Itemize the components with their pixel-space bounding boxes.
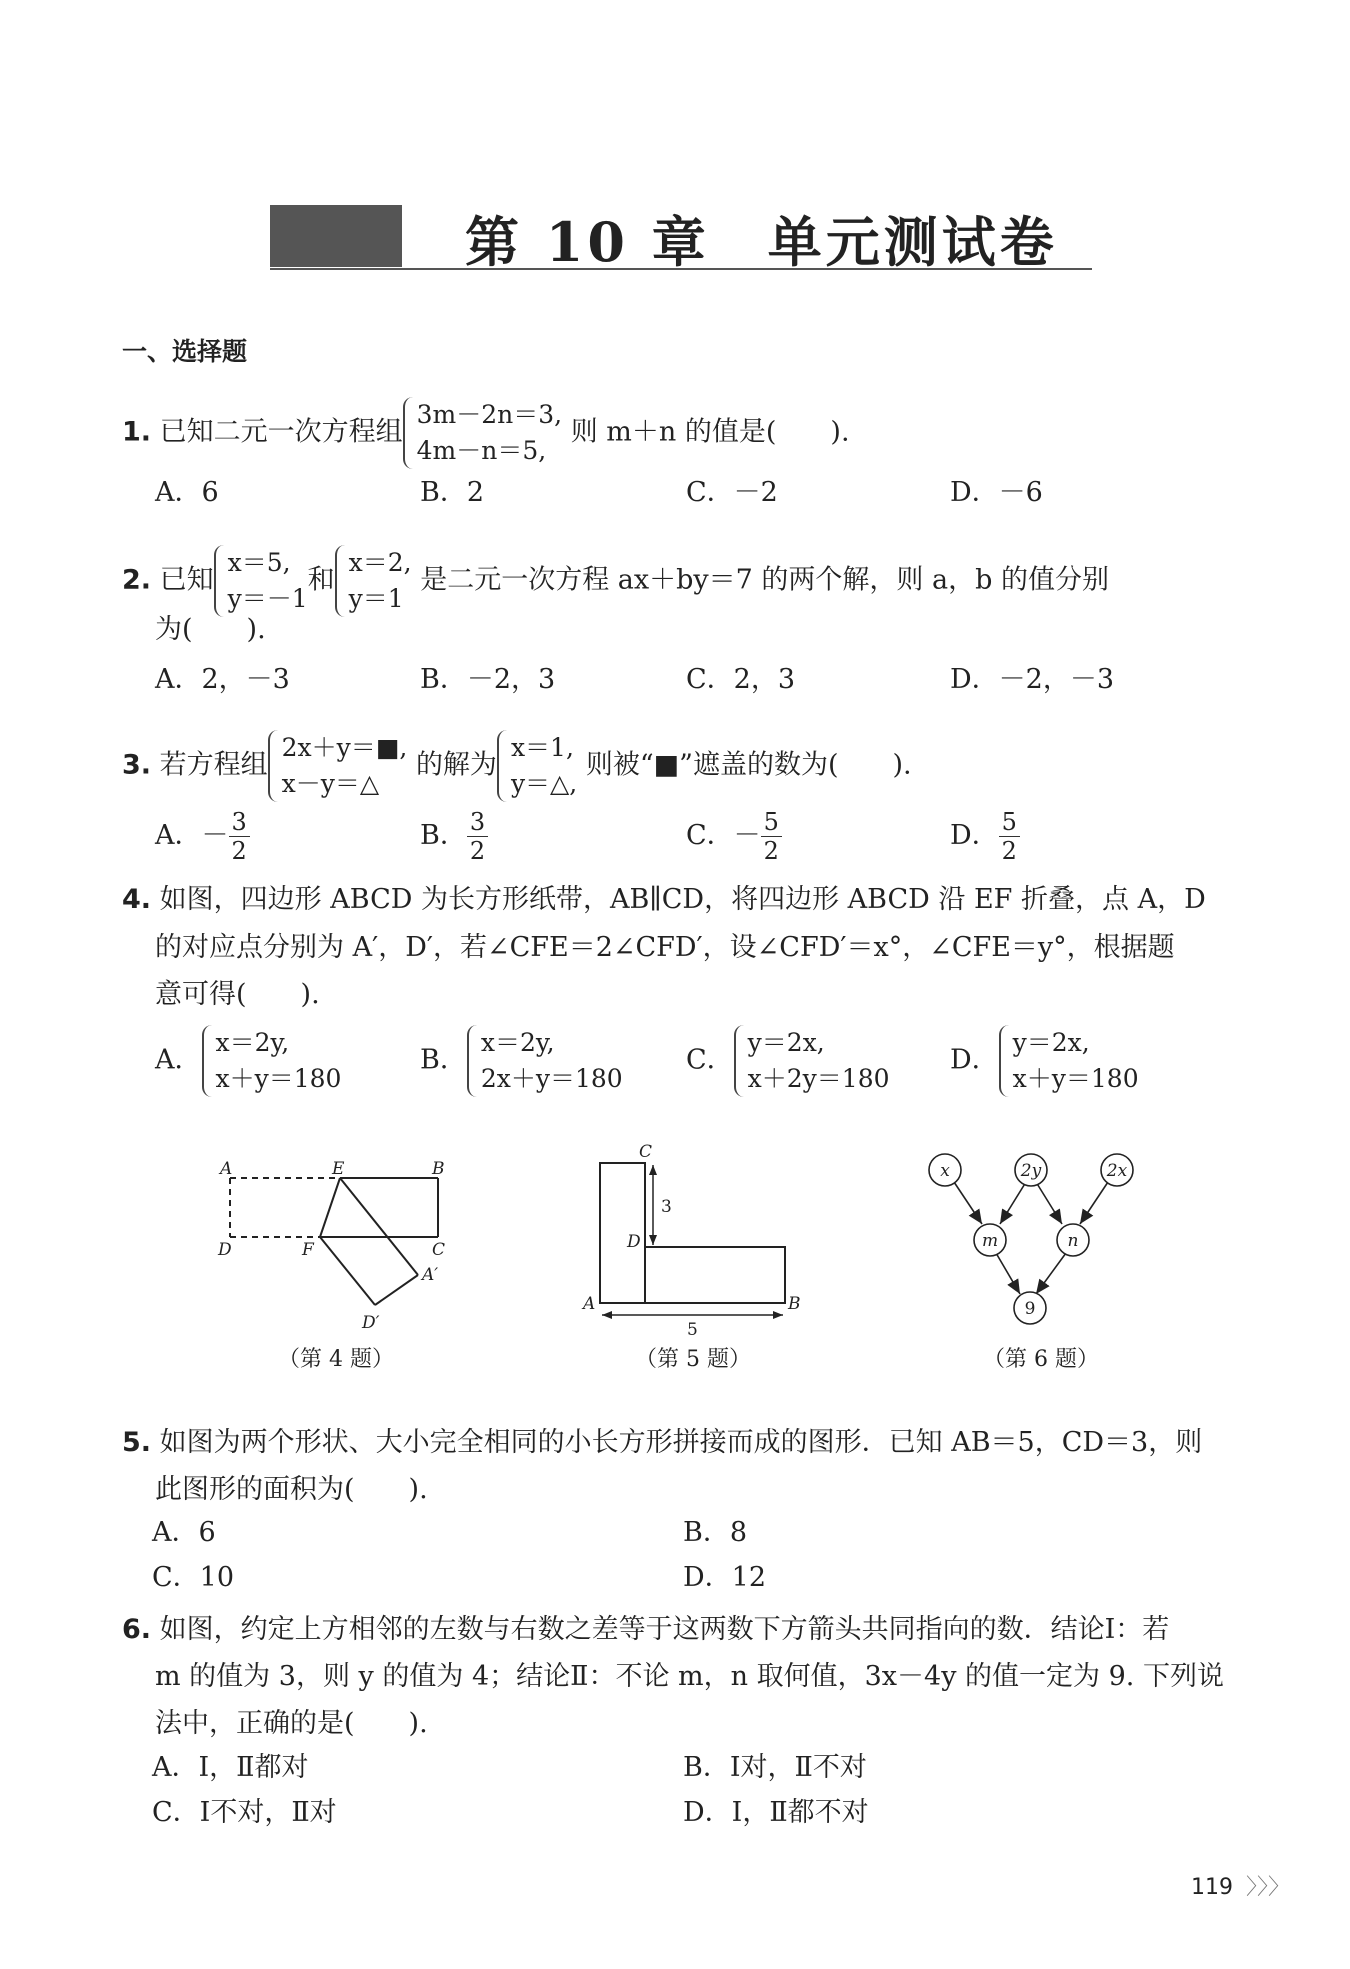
arrow-down <box>649 1235 657 1245</box>
option-label: C． <box>686 1044 734 1076</box>
option-d[interactable] <box>950 1025 1139 1097</box>
horizontal-rectangle <box>645 1247 785 1303</box>
option-a[interactable]: A．6 <box>152 1517 216 1548</box>
label-b: B <box>788 1294 801 1314</box>
arrow-2x-to-n <box>1080 1182 1108 1224</box>
equation-system <box>268 730 408 802</box>
option-sign: － <box>201 820 229 851</box>
label-a-prime: A′ <box>422 1265 439 1285</box>
option-label: A． <box>155 820 202 851</box>
figure-6-caption: （第 6 题） <box>983 1347 1099 1372</box>
figure-5-caption: （第 5 题） <box>635 1347 751 1372</box>
figure-4 <box>210 1150 480 1335</box>
label-c: C <box>639 1142 653 1162</box>
option-label: B． <box>420 820 467 851</box>
title-decoration-band <box>270 205 402 267</box>
question-text: 则 m＋n 的值是( ). <box>570 416 850 448</box>
question-4 <box>122 880 1206 920</box>
edge-fd1 <box>320 1237 375 1305</box>
equation-system <box>734 1025 890 1097</box>
edge-a1d1 <box>375 1275 418 1305</box>
equation: x＝2, <box>348 548 412 577</box>
question-number: 3. <box>122 749 152 781</box>
option-label: D． <box>950 1044 999 1076</box>
figure-5 <box>575 1135 810 1335</box>
question-text: 法中，正确的是( ). <box>155 1708 428 1739</box>
equation: x－y＝△ <box>281 769 380 798</box>
question-2 <box>122 545 1109 617</box>
option-b[interactable]: B．2 <box>420 477 485 508</box>
arrow-x-to-m <box>954 1182 982 1224</box>
question-5 <box>122 1423 1202 1463</box>
question-text: 此图形的面积为( ). <box>155 1474 428 1505</box>
equation: 2x＋y＝■, <box>281 733 408 762</box>
arrow-m-to-9 <box>996 1253 1020 1294</box>
option-b[interactable]: B．－2，3 <box>420 664 556 695</box>
question-text: 的解为 <box>415 749 497 781</box>
question-text: 和 <box>307 564 335 596</box>
fraction <box>229 808 250 865</box>
label-d-prime: D′ <box>362 1313 380 1333</box>
option-d[interactable]: D．12 <box>683 1562 767 1593</box>
length-label-5: 5 <box>687 1320 698 1335</box>
question-text: 如图，约定上方相邻的左数与右数之差等于这两数下方箭头共同指向的数．结论Ⅰ：若 <box>159 1614 1170 1645</box>
label-f: F <box>302 1240 314 1260</box>
question-text: 是二元一次方程 ax＋by＝7 的两个解，则 a，b 的值分别 <box>420 564 1109 596</box>
question-text: 的对应点分别为 A′，D′，若∠CFE＝2∠CFD′，设∠CFD′＝x°，∠CFE＝y°，根据题 <box>155 932 1175 963</box>
length-label-3: 3 <box>661 1197 672 1217</box>
option-label: B． <box>420 1044 467 1076</box>
question-number: 2. <box>122 564 152 596</box>
option-label: D． <box>950 820 999 851</box>
option-c[interactable]: C．－2 <box>686 477 778 508</box>
equation: x＝2y, <box>215 1028 290 1057</box>
solution-system <box>214 545 308 617</box>
node-label-m: m <box>981 1231 999 1251</box>
denominator: 2 <box>763 837 779 865</box>
denominator: 2 <box>231 837 247 865</box>
page-number <box>1191 1870 1290 1901</box>
solution-system <box>497 730 577 802</box>
question-text: 已知二元一次方程组 <box>159 416 403 448</box>
equation-system <box>999 1025 1139 1097</box>
numerator: 5 <box>761 808 782 837</box>
label-a: A <box>220 1159 233 1179</box>
option-c[interactable]: C．2，3 <box>686 664 796 695</box>
label-a: A <box>583 1294 596 1314</box>
label-b: B <box>432 1159 445 1179</box>
option-c[interactable]: C．Ⅰ不对，Ⅱ对 <box>152 1797 337 1828</box>
equation: y＝2x, <box>1012 1028 1090 1057</box>
option-b[interactable]: B．Ⅰ对，Ⅱ不对 <box>683 1752 867 1783</box>
option-b[interactable] <box>420 1025 623 1097</box>
option-c[interactable] <box>686 1025 890 1097</box>
arrow-right <box>773 1311 783 1319</box>
solution-system <box>335 545 412 617</box>
equation-system <box>403 397 562 469</box>
option-c[interactable]: C．10 <box>152 1562 235 1593</box>
question-text: 如图，四边形 ABCD 为长方形纸带，AB∥CD，将四边形 ABCD 沿 EF 折叠，点 A，D <box>159 884 1206 915</box>
page-number-value: 119 <box>1190 1875 1233 1900</box>
fraction <box>467 808 488 865</box>
option-a[interactable]: A．2，－3 <box>155 664 290 695</box>
equation: 4m－n＝5, <box>416 436 547 465</box>
equation: x＝1, <box>510 733 574 762</box>
figure-6 <box>920 1148 1150 1333</box>
arrow-up <box>649 1165 657 1175</box>
label-d: D <box>627 1232 641 1252</box>
option-label: A． <box>155 1044 202 1076</box>
equation: 3m－2n＝3, <box>416 400 563 429</box>
equation-system <box>202 1025 342 1097</box>
equation: y＝1 <box>348 584 404 613</box>
question-number: 4. <box>122 884 152 915</box>
fraction <box>999 808 1020 865</box>
arrow-2y-to-m <box>1000 1182 1026 1224</box>
label-d: D <box>218 1240 232 1260</box>
question-number: 6. <box>122 1614 152 1645</box>
figure-4-caption: （第 4 题） <box>278 1347 394 1372</box>
question-text: 如图为两个形状、大小完全相同的小长方形拼接而成的图形．已知 AB＝5，CD＝3，则 <box>159 1427 1203 1458</box>
node-label-2x: 2x <box>1106 1161 1128 1181</box>
label-e: E <box>332 1159 345 1179</box>
equation-system <box>467 1025 623 1097</box>
question-text: 则被“■”遮盖的数为( ). <box>585 749 912 781</box>
node-label-2y: 2y <box>1020 1161 1042 1181</box>
option-sign: － <box>733 820 761 851</box>
section-heading: 一、选择题 <box>122 337 248 366</box>
denominator: 2 <box>469 837 486 865</box>
arrow-left <box>602 1311 612 1319</box>
option-a[interactable]: A．Ⅰ，Ⅱ都对 <box>152 1752 309 1783</box>
numerator: 5 <box>999 808 1020 837</box>
option-a[interactable] <box>155 1025 341 1097</box>
equation: y＝－1 <box>227 584 308 613</box>
option-b[interactable] <box>420 808 488 865</box>
fraction <box>761 808 782 865</box>
fold-line-ef <box>320 1178 340 1237</box>
question-text: m 的值为 3，则 y 的值为 4；结论Ⅱ：不论 m，n 取何值，3x－4y 的值一定为 9. 下列说 <box>155 1661 1224 1692</box>
equation: y＝△, <box>510 769 578 798</box>
option-a[interactable]: A．6 <box>155 477 219 508</box>
question-1 <box>122 397 850 469</box>
equation: x＝5, <box>227 548 291 577</box>
label-c: C <box>432 1240 446 1260</box>
numerator: 3 <box>467 808 488 837</box>
edge-ea1 <box>340 1178 418 1275</box>
equation: y＝2x, <box>747 1028 825 1057</box>
question-text: 已知 <box>159 564 214 596</box>
question-3 <box>122 730 912 802</box>
option-a[interactable] <box>155 808 250 865</box>
equation: x＝2y, <box>480 1028 555 1057</box>
arrow-n-to-9 <box>1036 1253 1066 1294</box>
option-c[interactable] <box>686 808 782 865</box>
option-d[interactable]: D．Ⅰ，Ⅱ都不对 <box>683 1797 869 1828</box>
node-label-x: x <box>940 1161 950 1181</box>
denominator: 2 <box>1001 837 1017 865</box>
question-text: 意可得( ). <box>155 979 320 1010</box>
option-d[interactable]: D．－2，－3 <box>950 664 1115 695</box>
page-arrows: 〉〉〉 <box>1245 1875 1290 1900</box>
node-label-9: 9 <box>1024 1299 1036 1319</box>
option-d[interactable]: D．－6 <box>950 477 1043 508</box>
option-d[interactable] <box>950 808 1020 865</box>
page-title: 第 10 章 单元测试卷 <box>465 210 1058 274</box>
question-6 <box>122 1610 1169 1650</box>
question-number: 5. <box>122 1427 152 1458</box>
equation: x＋y＝180 <box>1012 1064 1139 1093</box>
equation: x＋y＝180 <box>215 1064 342 1093</box>
node-label-n: n <box>1067 1231 1079 1251</box>
arrow-2y-to-n <box>1036 1182 1062 1224</box>
option-label: C． <box>686 820 734 851</box>
equation: 2x＋y＝180 <box>480 1064 623 1093</box>
numerator: 3 <box>229 808 250 837</box>
question-number: 1. <box>122 416 152 448</box>
option-b[interactable]: B．8 <box>683 1517 748 1548</box>
question-text: 若方程组 <box>159 749 268 781</box>
question-text: 为( ). <box>155 614 266 645</box>
equation: x＋2y＝180 <box>747 1064 890 1093</box>
